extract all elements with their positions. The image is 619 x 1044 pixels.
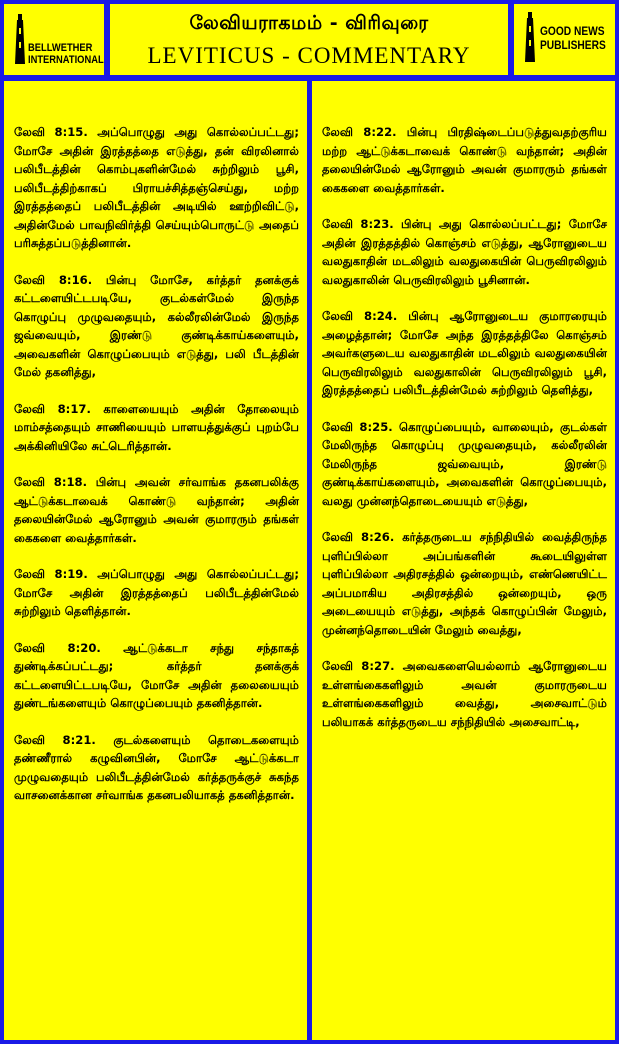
verse-8-23: லேவி 8:23. பின்பு அது கொல்லப்பட்டது; மோசே அதின் இரத்தத்தில் கொஞ்சம் எடுத்து, ஆரோனுடைய வலதுகாதின் மடலிலும் வலதுகையின் பெருவிரலிலும் வலதுகாலின் பெருவிரலிலும் பூசினான். bbox=[322, 217, 607, 287]
verse-8-18: லேவி 8:18. பின்பு அவன் சர்வாங்க தகனபலிக்கு ஆட்டுக்கடாவைக் கொண்டு வந்தான்; அதின் தலையின்மேல் ஆரோனும் அவன் குமாரரும் தங்கள் கைகளை வைத்தார்கள். bbox=[14, 475, 299, 545]
right-column bbox=[312, 81, 615, 1040]
verse-8-19: லேவி 8:19. அப்பொழுது அது கொல்லப்பட்டது; மோசே அதின் இரத்தத்தைப் பலிபீடத்தின்மேல் சுற்றிலும் தெளித்தான். bbox=[14, 567, 299, 618]
logo-line-2: INTERNATIONAL bbox=[28, 54, 104, 66]
page-title-tamil: லேவியராகமம் - விரிவுரை bbox=[189, 12, 429, 34]
left-column bbox=[4, 81, 307, 1040]
verse-8-26: லேவி 8:26. கர்த்தருடைய சந்நிதியில் வைத்திருந்த புளிப்பில்லா அப்பங்களின் கூடையிலுள்ள புளிப்பில்லா அதிரசத்தில் ஒன்றையும், எண்ணெயிட்ட அப்பமாகிய அதிரசத்தில் ஒன்றையும், ஒரு அடையையும் எடுத்து, அந்தக் கொழுப்பின் மேலும், முன்னந்தொடையின் மேலும் வைத்து, bbox=[322, 530, 607, 637]
title-box bbox=[110, 4, 508, 75]
bellwether-logo bbox=[4, 4, 104, 75]
tower-icon bbox=[14, 14, 26, 64]
verse-8-15: லேவி 8:15. அப்பொழுது அது கொல்லப்பட்டது; மோசே அதின் இரத்தத்தை எடுத்து, தன் விரலினால் பலிபீடத்தின் கொம்புகளின்மேல் சுற்றிலும் பூசி, பலிபீடத்திற்காகப் பிராயச்சித்தஞ்செய்து, மற்ற இரத்தத்தைப் பலிபீடத்தின் அடியில் ஊற்றிவிட்டு, அதின்மேல் பாவநிவிர்த்தி செய்யும்பொருட்டு அதைப் பரிசுத்தப்படுத்தினான். bbox=[14, 125, 299, 250]
verse-8-16: லேவி 8:16. பின்பு மோசே, கர்த்தர் தனக்குக் கட்டளையிட்டபடியே, குடல்கள்மேல் இருந்த கொழுப்பு முழுவதையும், கல்லீரலின்மேல் இருந்த ஜவ்வையும், இரண்டு குண்டிக்காய்களையும், அவைகளின் கொழுப்பையும் எடுத்து, பலி பீடத்தின் மேல் தகனித்து, bbox=[14, 272, 299, 379]
tower-icon bbox=[524, 12, 536, 62]
verse-8-24: லேவி 8:24. பின்பு ஆரோனுடைய குமாரரையும் அழைத்தான்; மோசே அந்த இரத்தத்திலே கொஞ்சம் அவர்களுடைய வலதுகாதின் மடலிலும் வலதுகையின் பெருவிரலிலும் வலதுகாலின் பெருவிரலிலும் பூசி, இரத்தத்தைப் பலிபீடத்தின்மேல் சுற்றிலும் தெளித்து, bbox=[322, 309, 607, 397]
logo-line-1: GOOD NEWS bbox=[540, 24, 605, 38]
verse-8-27: லேவி 8:27. அவைகளையெல்லாம் ஆரோனுடைய உள்ளங்கைகளிலும் அவன் குமாரருடைய உள்ளங்கைகளிலும் வைத்து, அசைவாட்டும் பலியாகக் கர்த்தருடைய சந்நிதியில் அசைவாட்டி, bbox=[322, 659, 607, 729]
verse-8-21: லேவி 8:21. குடல்களையும் தொடைகளையும் தண்ணீரால் கழுவினபின், மோசே ஆட்டுக்கடா முழுவதையும் பலிபீடத்தின்மேல் கர்த்தருக்குச் சுகந்த வாசனைக்கான சர்வாங்க தகனபலியாகத் தகனித்தான். bbox=[14, 732, 299, 802]
good-news-logo bbox=[514, 4, 615, 75]
verse-8-20: லேவி 8:20. ஆட்டுக்கடா சந்து சந்தாகத் துண்டிக்கப்பட்டது; கர்த்தர் தனக்குக் கட்டளையிட்டபடியே, மோசே அதின் தலையையும் துண்டங்களையும் கொழுப்பையும் தகனித்தான். bbox=[14, 640, 299, 710]
verse-8-17: லேவி 8:17. காளையையும் அதின் தோலையும் மாம்சத்தையும் சாணியையும் பாளயத்துக்குப் புறம்பே அக்கினியிலே சுட்டெரித்தான். bbox=[14, 401, 299, 453]
verse-8-25: லேவி 8:25. கொழுப்பையும், வாலையும், குடல்கள் மேலிருந்த கொழுப்பு முழுவதையும், கல்லீரலின் மேலிருந்த ஜவ்வையும், இரண்டு குண்டிக்காய்களையும், அவைகளின் கொழுப்பையும், வலது முன்னந்தொடையையும் எடுத்து, bbox=[322, 419, 607, 508]
page-title-english: LEVITICUS - COMMENTARY bbox=[147, 43, 471, 68]
logo-line-1: BELLWETHER bbox=[28, 42, 93, 54]
verse-8-22: லேவி 8:22. பின்பு பிரதிஷ்டைப்படுத்துவதற்குரிய மற்ற ஆட்டுக்கடாவைக் கொண்டு வந்தான்; அதின் தலையின்மேல் ஆரோனும் அவன் குமாரரும் தங்கள் கைகளை வைத்தார்கள். bbox=[322, 125, 607, 195]
logo-line-2: PUBLISHERS bbox=[540, 38, 606, 52]
